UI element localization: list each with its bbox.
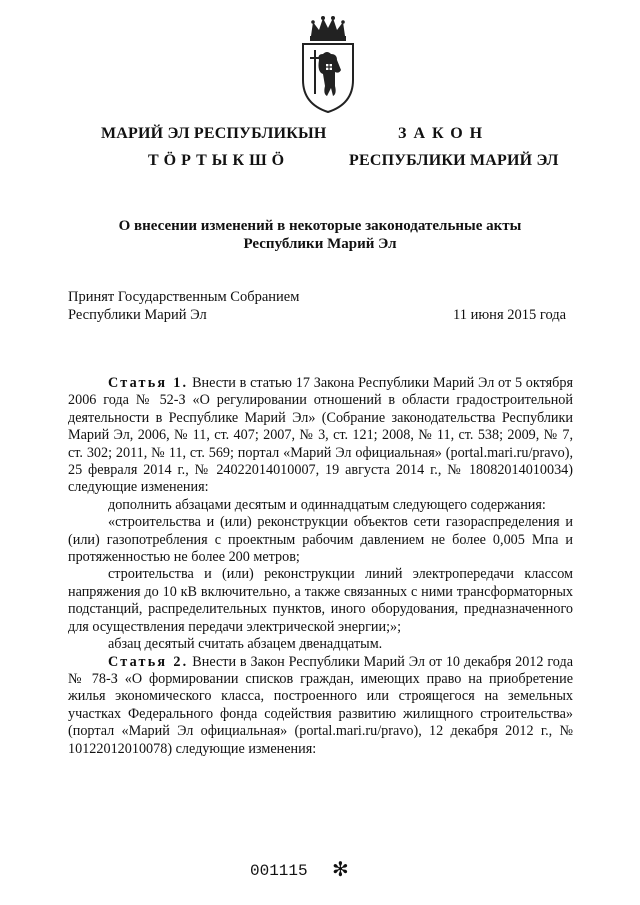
article1-paragraph: [68, 375, 573, 497]
document-title-line2: Республики Марий Эл: [243, 236, 397, 252]
header-right-line1: ЗАКОН: [398, 125, 490, 142]
article1-p1: дополнить абзацами десятым и одиннадцатым следующего содержания:: [108, 496, 546, 513]
article1-heading: Статья 1.: [108, 375, 189, 391]
document-body: [68, 375, 573, 758]
article1-intro: Внести в статью 17 Закона Республики Марий Эл от 5 октября 2006 года № 52-З «О регулировании отношений в области градостроительной деятельности в Республике Марий Эл» (Собрание законодательства Республики Марий Эл, 2006, № 11, ст. 407; 2007, № 3, ст. 121; 2008, № 11, ст. 538; 2009, № 7, ст. 302; 2011, № 11, ст. 569; портал «Марий Эл официальная» (portal.mari.ru/pravo), 25 февраля 2014 г., № 24022014010007, 19 августа 2014 г., № 18082014010034) следующие изменения:: [68, 375, 573, 496]
document-number: 001115: [250, 862, 308, 880]
adoption-date: 11 июня 2015 года: [453, 307, 567, 323]
article1-p3: строительства и (или) реконструкции линий электропередачи классом напряжения до 10 кВ включительно, а также связанных с ними трансформаторных подстанций, распределительных пунктов, иного оборудования, предназначенного для осуществления передачи электрической энергии;»;: [68, 566, 573, 635]
adoption-line2: Республики Марий Эл: [68, 307, 207, 323]
asterisk-mark-icon: ✻: [332, 857, 349, 881]
article2-intro: Внести в Закон Республики Марий Эл от 10 декабря 2012 года № 78-З «О формировании списков граждан, имеющих право на приобретение жилья экономического класса, построенного или строящегося на земельных участках Федерального фонда содействия развитию жилищного строительства» (портал «Марий Эл официальная» (portal.mari.ru/pravo), 12 декабря 2012 г., № 10122012010078) следующие изменения:: [68, 653, 574, 757]
article1-p2: «строительства и (или) реконструкции объектов сети газораспределения и (или) газопотребления с проектным рабочим давлением не более 0,005 Мпа и протяженностью не более 200 метров;: [68, 514, 573, 566]
header-left-line2: ТӦРТЫКШӦ: [148, 152, 290, 169]
article2-heading: Статья 2.: [108, 653, 189, 670]
header-right-line2: РЕСПУБЛИКИ МАРИЙ ЭЛ: [349, 152, 559, 169]
article2-paragraph: [68, 654, 573, 758]
coat-of-arms-icon: [297, 14, 359, 114]
document-title-line1: О внесении изменений в некоторые законодательные акты: [118, 218, 522, 234]
article1-p4: абзац десятый считать абзацем двенадцатым.: [108, 636, 383, 653]
adoption-line1: Принят Государственным Собранием: [68, 289, 300, 305]
header-left-line1: МАРИЙ ЭЛ РЕСПУБЛИКЫН: [101, 125, 327, 142]
